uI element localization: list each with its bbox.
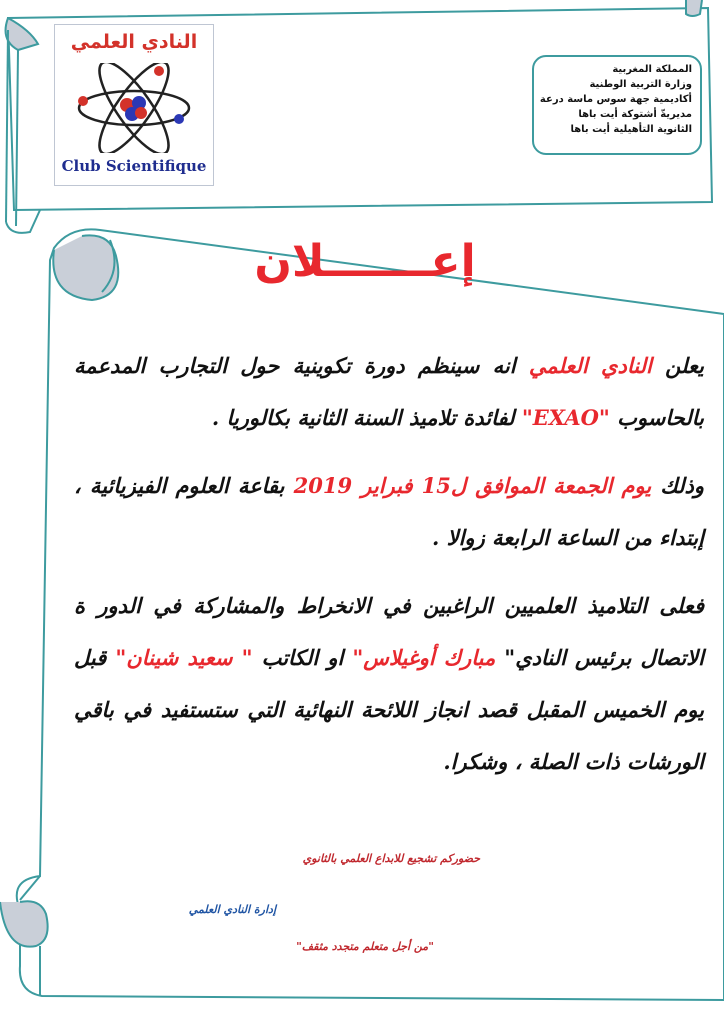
paragraph-3: فعلى التلاميذ العلميين الراغبين في الانخراط والمشاركة في الدور ة الاتصال برئيس النادي" مبارك أوغيلاس" او الكاتب " سعيد شينان" قبل يوم الخميس المقبل قصد انجاز اللائحة النهائية التي ستستفيد في باقي الورشات ذات الصلة ، وشكرا. [74,593,704,774]
institution-line: المملكة المغربية [612,64,692,75]
institution-line: وزارة التربية الوطنية [589,79,692,90]
paragraph-2: وذلك يوم الجمعة الموافق ل15 فبراير 2019 بقاعة العلوم الفيزيائية ، إبتداء من الساعة الرابعة زوالا . [74,473,704,550]
institution-box [532,55,702,155]
announcement-body [74,340,704,788]
paragraph-1: يعلن النادي العلمي انه سينظم دورة تكوينية حول التجارب المدعمة بالحاسوب "EXAO" لفائدة تلاميذ السنة الثانية بكالوريا . [74,353,704,430]
announcement-title: إعـــــــلان [254,236,476,287]
atom-icon [69,63,199,153]
logo-arabic-name: النادي العلمي [70,31,198,53]
logo-english-name: Club Scientifique [61,157,207,175]
slogan: "من أجل متعلم متجدد مثقف" [296,940,434,953]
club-logo [54,24,214,186]
closing-line: حضوركم تشجيع للابداع العلمي بالثانوي [302,852,480,865]
signature: إدارة النادي العلمي [188,903,276,916]
institution-line: مديريةّ أشتوكة أيت باها [578,109,692,120]
institution-line: الثانوية التأهيلية أيت باها [570,124,692,135]
institution-line: أكاديمية جهة سوس ماسة درعة [539,94,692,105]
